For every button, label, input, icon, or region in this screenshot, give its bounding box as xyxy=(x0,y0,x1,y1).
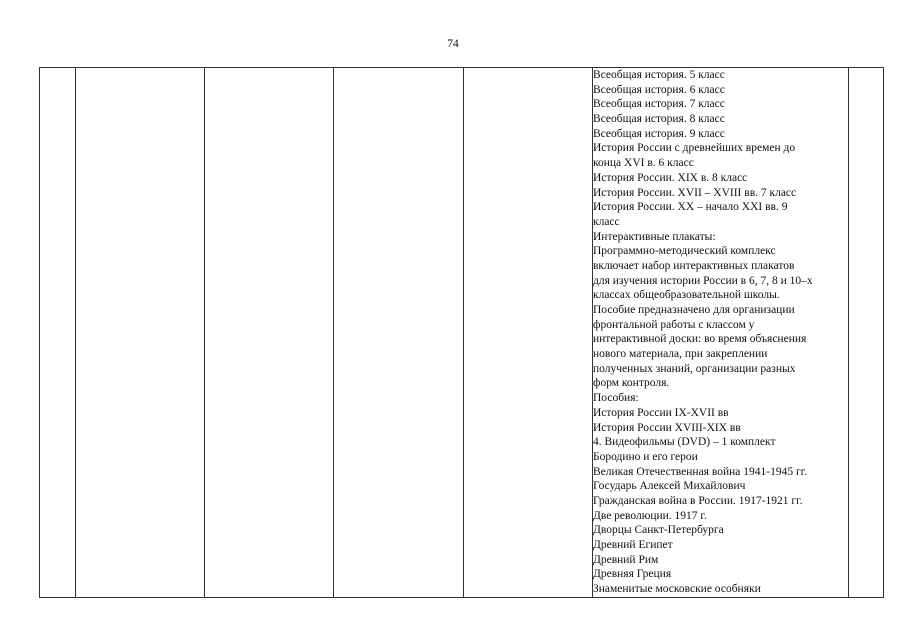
table-cell-equipment-list xyxy=(593,68,849,598)
list-item: Великая Отечественная война 1941-1945 гг. xyxy=(593,465,807,478)
list-item: нового материала, при закреплении xyxy=(593,348,768,361)
list-item: форм контроля. xyxy=(593,377,670,390)
table-cell-number xyxy=(40,68,76,598)
list-item: Государь Алексей Михайлович xyxy=(593,480,746,493)
list-item: конца XVI в. 6 класс xyxy=(593,157,694,170)
table-cell-empty xyxy=(464,68,593,598)
list-item: класс xyxy=(593,215,620,228)
list-item: Всеобщая история. 6 класс xyxy=(593,83,725,96)
list-item: История России. XIX в. 8 класс xyxy=(593,171,748,184)
list-item: Пособия: xyxy=(593,392,639,405)
list-item: Программно-методический комплекс xyxy=(593,245,776,258)
list-item: Знаменитые московские особняки xyxy=(593,583,761,596)
list-item: Пособие предназначено для организации xyxy=(593,304,795,316)
list-item: Древний Рим xyxy=(593,553,659,566)
list-item: Древняя Греция xyxy=(593,568,672,581)
list-item: Всеобщая история. 7 класс xyxy=(593,98,725,111)
list-item: Древний Египет xyxy=(593,539,673,551)
list-item: Всеобщая история. 9 класс xyxy=(593,127,725,140)
page-number: 74 xyxy=(447,38,459,50)
list-item: Всеобщая история. 8 класс xyxy=(593,113,725,126)
list-item: Две революции. 1917 г. xyxy=(593,509,707,522)
list-item: Гражданская война в России. 1917-1921 гг. xyxy=(593,494,803,507)
list-item: История России. XVII – XVIII вв. 7 класс xyxy=(593,186,797,199)
list-item: для изучения истории России в 6, 7, 8 и 10–х xyxy=(593,274,813,287)
list-item: История России XVIII-XIX вв xyxy=(593,421,741,434)
list-item: интерактивной доски: во время объяснения xyxy=(593,333,807,346)
list-item: История России. XX – начало XXI вв. 9 xyxy=(593,201,788,214)
list-item: Дворцы Санкт-Петербурга xyxy=(593,524,724,537)
table-cell-empty xyxy=(205,68,334,598)
list-item: классах общеобразовательной школы. xyxy=(593,289,780,302)
list-item: Всеобщая история. 5 класс xyxy=(593,69,725,81)
table-cell-empty xyxy=(76,68,205,598)
table-row xyxy=(40,68,884,598)
list-item: полученных знаний, организации разных xyxy=(593,362,796,375)
table-cell-empty xyxy=(334,68,464,598)
table-cell-empty xyxy=(849,68,884,598)
list-item: фронтальной работы с классом у xyxy=(593,318,755,331)
list-item: включает набор интерактивных плакатов xyxy=(593,259,795,272)
list-item: История России IX-XVII вв xyxy=(593,406,729,419)
list-item: Интерактивные плакаты: xyxy=(593,230,716,243)
document-table xyxy=(39,67,884,598)
list-item: История России с древнейших времен до xyxy=(593,142,796,155)
list-item: 4. Видеофильмы (DVD) – 1 комплект xyxy=(593,436,776,449)
list-item: Бородино и его герои xyxy=(593,450,698,463)
